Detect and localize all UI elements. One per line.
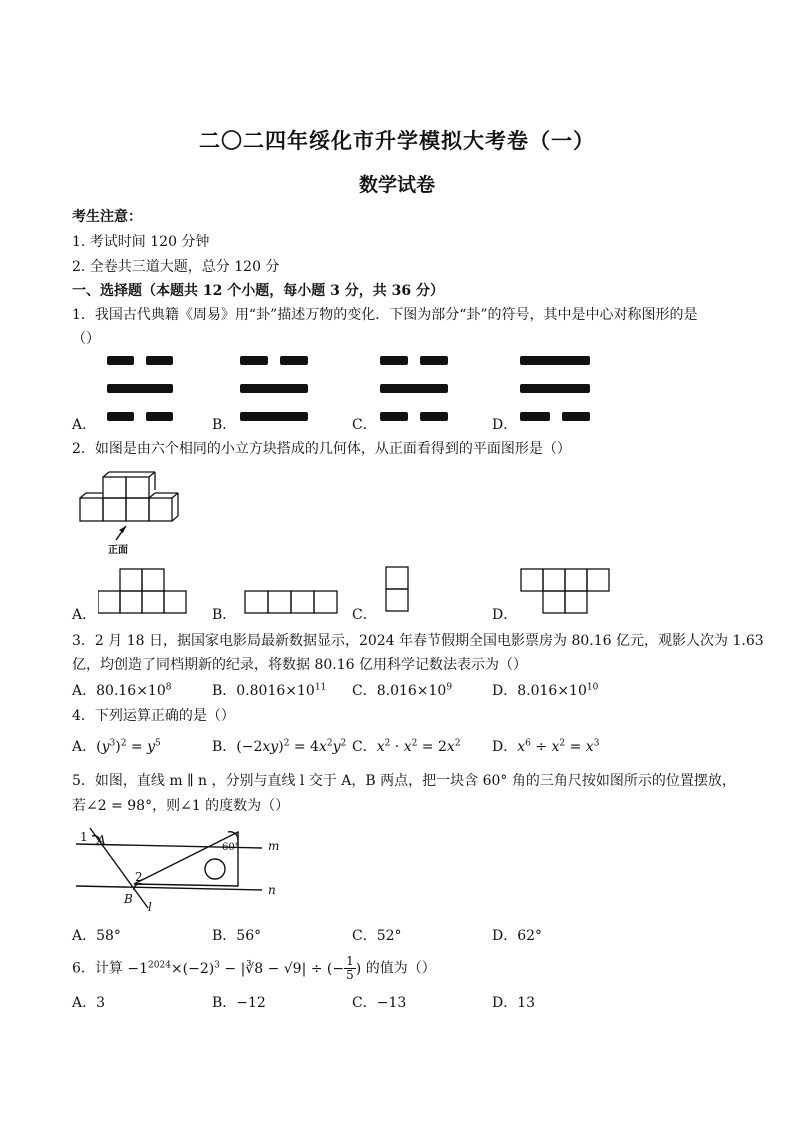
cube-figure (78, 470, 188, 555)
q4-option-d[interactable]: D．$x^6 \div x^2 = x^3$ (492, 738, 600, 755)
hexagram-line (107, 356, 134, 365)
point-label-a: A (97, 833, 106, 847)
q6-expression: $-1^{2024}\times(-2)^3$ − |∛8 − √9| ÷ (− $\frac{1}{5}$ ) (127, 954, 362, 982)
hexagram-line (380, 384, 448, 393)
option-label: C． (352, 607, 377, 623)
exam-subtitle: 数学试卷 (358, 174, 435, 196)
view-shape-b (244, 590, 340, 614)
angle-label-2: 2 (135, 870, 143, 884)
q6-option-c[interactable]: C．−13 (352, 995, 407, 1011)
option-label: A． (72, 607, 97, 623)
option-label: D． (492, 607, 518, 623)
hexagram-line (107, 412, 134, 421)
q6-option-a[interactable]: A．3 (72, 995, 106, 1011)
q5-option-a[interactable]: A．58° (72, 928, 121, 944)
q4-option-c[interactable]: C．$x^2 \cdot x^2 = 2x^2$ (352, 738, 461, 755)
exam-title: 二〇二四年绥化市升学模拟大考卷（一） (199, 128, 595, 153)
q3-option-d[interactable]: D．$8.016\times 10^{10}$ (492, 682, 599, 699)
option-label: D． (492, 417, 518, 433)
q3-option-c[interactable]: C．$8.016\times 10^9$ (352, 682, 453, 699)
q4-text: 4．下列运算正确的是（） (72, 708, 235, 724)
q3-option-b[interactable]: B．$0.8016\times 10^{11}$ (212, 682, 327, 699)
front-view-label: 正面 (108, 545, 128, 556)
q5-option-b[interactable]: B．56° (212, 928, 262, 944)
view-shape-d (520, 568, 612, 616)
q5-text: 5．如图，直线 m ∥ n ，分别与直线 l 交于 A，B 两点，把一块含 60° 角的三角尺按如图所示的位置摆放， (72, 773, 736, 789)
option-label: B． (212, 417, 237, 433)
hexagram-line (420, 412, 448, 421)
view-shape-a (98, 568, 188, 614)
hexagram-line (146, 412, 173, 421)
q6-option-b[interactable]: B．−12 (212, 995, 266, 1011)
q5-option-c[interactable]: C．52° (352, 928, 402, 944)
q3-text: 3．2 月 18 日，据国家电影局最新数据显示，2024 年春节假期全国电影票房为 80.16 亿元，观影人次为 1.63 (72, 633, 764, 649)
q3-option-a[interactable]: A．$80.16\times 10^8$ (72, 682, 172, 699)
angle-label-1: 1 (80, 830, 88, 844)
option-label: B． (212, 607, 237, 623)
point-label-b: B (124, 892, 133, 906)
q5-text: 若∠2 = 98°，则∠1 的度数为（） (72, 798, 290, 814)
line-label-n: n (268, 883, 276, 897)
line-label-m: m (268, 839, 280, 853)
q1-text: 1．我国古代典籍《周易》用“卦”描述万物的变化．下图为部分“卦”的符号，其中是中心对称图形的是 (72, 307, 698, 323)
notice-item: 1. 考试时间 120 分钟 (72, 234, 210, 250)
hexagram-line (380, 412, 408, 421)
q4-option-b[interactable]: B．$(-2xy)^2 = 4x^2y^2$ (212, 738, 347, 755)
hexagram-line (380, 356, 408, 365)
option-label: A． (72, 417, 97, 433)
hexagram-line (240, 356, 268, 365)
hexagram-line (240, 384, 308, 393)
hexagram-line (146, 356, 173, 365)
q4-option-a[interactable]: A．$(y^3)^2 = y^5$ (72, 738, 161, 755)
hexagram-line (520, 384, 590, 393)
hexagram-line (562, 412, 590, 421)
option-label: C． (352, 417, 377, 433)
q1-text: （） (72, 331, 100, 347)
q6-text: 6．计算 $-1^{2024}\times(-2)^3$ − |∛8 − √9| ÷ (− $\frac{1}{5}$ ) 的值为（） (72, 954, 436, 982)
notice-heading: 考生注意： (72, 209, 142, 225)
view-shape-c (385, 566, 409, 614)
q5-option-d[interactable]: D．62° (492, 928, 543, 944)
hexagram-line (240, 412, 308, 421)
notice-item: 2. 全卷共三道大题，总分 120 分 (72, 259, 280, 275)
angle-label-60: 60° (222, 842, 240, 853)
section-heading: 一、选择题（本题共 12 个小题，每小题 3 分，共 36 分） (72, 283, 444, 299)
q6-option-d[interactable]: D．13 (492, 995, 536, 1011)
hexagram-line (107, 384, 173, 393)
line-label-l: l (148, 900, 152, 914)
q2-text: 2．如图是由六个相同的小立方块搭成的几何体，从正面看得到的平面图形是（） (72, 441, 571, 457)
hexagram-line (520, 356, 590, 365)
hexagram-line (280, 356, 308, 365)
q3-text: 亿，均创造了同档期新的纪录，将数据 80.16 亿用科学记数法表示为（） (72, 657, 527, 673)
hexagram-line (520, 412, 550, 421)
hexagram-line (420, 356, 448, 365)
